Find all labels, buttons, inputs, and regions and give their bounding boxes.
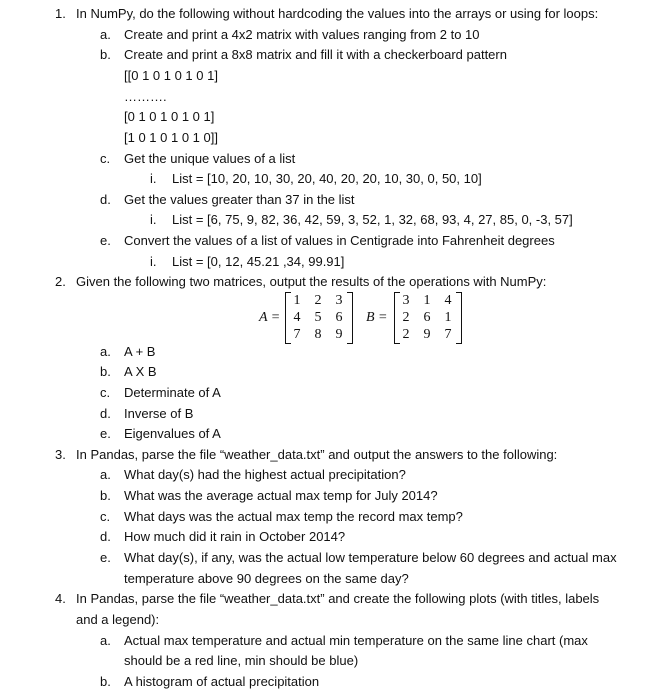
q3e-label: e. xyxy=(100,550,111,565)
q1e-label: e. xyxy=(100,233,111,248)
matrix-b-name: B = xyxy=(366,310,388,325)
q3e-text-cont: temperature above 90 degrees on the same day? xyxy=(124,571,409,586)
q3c-text: What days was the actual max temp the record max temp? xyxy=(124,509,463,524)
q4-text: In Pandas, parse the file “weather_data.txt” and create the following plots (with titles, labels xyxy=(76,591,600,606)
q3d-label: d. xyxy=(100,529,111,544)
q2c-label: c. xyxy=(100,385,111,400)
q2d-text: Inverse of B xyxy=(124,406,194,421)
q2c-text: Determinate of A xyxy=(124,385,221,400)
q4b-label: b. xyxy=(100,674,111,689)
matrix-a-cell: 4 xyxy=(293,310,301,325)
q3a-label: a. xyxy=(100,467,111,482)
q1-text: In NumPy, do the following without hardcoding the values into the arrays or using for loops: xyxy=(76,6,599,21)
q2-number: 2. xyxy=(55,274,66,289)
q3d-text: How much did it rain in October 2014? xyxy=(124,529,346,544)
matrix-a-name: A = xyxy=(259,310,281,325)
q1e-text: Convert the values of a list of values in Centigrade into Fahrenheit degrees xyxy=(124,233,555,248)
q4a-text: Actual max temperature and actual min temperature on the same line chart (max xyxy=(124,633,588,648)
q2-text: Given the following two matrices, output the results of the operations with NumPy: xyxy=(76,274,547,289)
matrix-b-cell: 2 xyxy=(402,310,410,325)
matrix-b-cell: 1 xyxy=(423,293,431,308)
q3-text: In Pandas, parse the file “weather_data.txt” and output the answers to the following: xyxy=(76,447,558,462)
q1-number: 1. xyxy=(55,6,66,21)
matrix-a xyxy=(285,292,353,344)
matrix-a-cell: 7 xyxy=(293,327,301,342)
matrix-b-cell: 2 xyxy=(402,327,410,342)
matrix-b-cell: 7 xyxy=(444,327,452,342)
matrix-a-cell: 1 xyxy=(293,293,301,308)
q4-number: 4. xyxy=(55,591,66,606)
checkerboard-row: [[0 1 0 1 0 1 0 1] xyxy=(124,68,218,83)
checkerboard-ellipsis: ………. xyxy=(124,89,167,104)
matrix-b xyxy=(394,292,462,344)
matrix-b-cell: 6 xyxy=(423,310,431,325)
q1d-label: d. xyxy=(100,192,111,207)
right-bracket xyxy=(347,292,353,344)
right-bracket xyxy=(456,292,462,344)
q3c-label: c. xyxy=(100,509,111,524)
q1c-i-label: i. xyxy=(150,171,157,186)
matrix-b-cell: 1 xyxy=(444,310,452,325)
matrix-b-cell: 9 xyxy=(423,327,431,342)
q2b-text: A X B xyxy=(124,364,157,379)
q1c-label: c. xyxy=(100,151,111,166)
q2b-label: b. xyxy=(100,364,111,379)
q1b-text: Create and print a 8x8 matrix and fill it with a checkerboard pattern xyxy=(124,47,507,62)
q1d-i-text: List = [6, 75, 9, 82, 36, 42, 59, 3, 52, 1, 32, 68, 93, 4, 27, 85, 0, -3, 57] xyxy=(172,212,573,227)
q2e-text: Eigenvalues of A xyxy=(124,426,221,441)
q1b-label: b. xyxy=(100,47,111,62)
q3b-label: b. xyxy=(100,488,111,503)
q2a-text: A + B xyxy=(124,344,156,359)
q2d-label: d. xyxy=(100,406,111,421)
q4a-label: a. xyxy=(100,633,111,648)
q3a-text: What day(s) had the highest actual precipitation? xyxy=(124,467,406,482)
q1c-text: Get the unique values of a list xyxy=(124,151,296,166)
matrix-a-cell: 3 xyxy=(335,293,343,308)
q4a-text-cont: should be a red line, min should be blue) xyxy=(124,653,359,668)
matrix-b-cell: 4 xyxy=(444,293,452,308)
q1e-i-label: i. xyxy=(150,254,157,269)
q1a-text: Create and print a 4x2 matrix with values ranging from 2 to 10 xyxy=(124,27,480,42)
matrix-a-cell: 6 xyxy=(335,310,343,325)
q1d-i-label: i. xyxy=(150,212,157,227)
matrix-a-cell: 9 xyxy=(335,327,343,342)
checkerboard-row: [1 0 1 0 1 0 1 0]] xyxy=(124,130,218,145)
matrix-a-cell: 5 xyxy=(314,310,322,325)
q2a-label: a. xyxy=(100,344,111,359)
q3b-text: What was the average actual max temp for July 2014? xyxy=(124,488,438,503)
q3e-text: What day(s), if any, was the actual low temperature below 60 degrees and actual max xyxy=(124,550,617,565)
q1e-i-text: List = [0, 12, 45.21 ,34, 99.91] xyxy=(172,254,345,269)
q1c-i-text: List = [10, 20, 10, 30, 20, 40, 20, 20, 10, 30, 0, 50, 10] xyxy=(172,171,482,186)
q4-text-cont: and a legend): xyxy=(76,612,160,627)
matrix-a-cell: 2 xyxy=(314,293,322,308)
q1d-text: Get the values greater than 37 in the list xyxy=(124,192,355,207)
checkerboard-row: [0 1 0 1 0 1 0 1] xyxy=(124,109,215,124)
matrix-a-cell: 8 xyxy=(314,327,322,342)
q3-number: 3. xyxy=(55,447,66,462)
q4b-text: A histogram of actual precipitation xyxy=(124,674,320,689)
q1a-label: a. xyxy=(100,27,111,42)
q2e-label: e. xyxy=(100,426,111,441)
matrix-b-cell: 3 xyxy=(402,293,410,308)
